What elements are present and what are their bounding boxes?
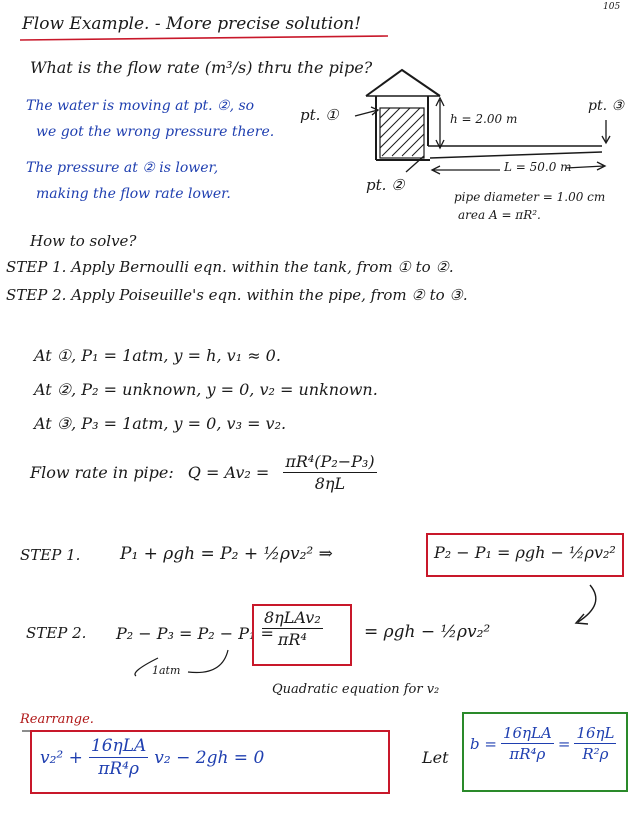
let-b-num2: 16ηL (576, 724, 615, 742)
flow-rate-label: Flow rate in pipe: (30, 463, 174, 482)
let-b-equation (470, 724, 616, 763)
step1-result: P₂ − P₁ = ρgh − ½ρv₂² (434, 543, 616, 562)
let-b-num1: 16ηLA (502, 724, 552, 742)
water-hatch (380, 108, 424, 156)
tank-roof (366, 70, 440, 96)
rearrange-label: Rearrange. (20, 712, 94, 727)
how-to-solve: How to solve? (30, 232, 137, 250)
step1-to-step2-arrow (578, 585, 596, 622)
rearrange-numerator: 16ηLA (90, 736, 147, 756)
poiseuille-denominator: 8ηL (314, 474, 346, 493)
page-title: Flow Example. - More precise solution! (22, 14, 362, 34)
atm-bracket-right (188, 650, 228, 673)
atm-note: 1atm (152, 664, 181, 677)
step-1-label: STEP 1. (6, 258, 67, 276)
step-2-text: Apply Poiseuille's eqn. within the pipe, from ② to ③. (71, 286, 468, 304)
let-b-fraction-2 (574, 724, 616, 763)
rearrange-denominator: πR⁴ρ (98, 759, 139, 779)
note-line-1: The water is moving at pt. ②, so (26, 98, 255, 114)
note-line-2: we got the wrong pressure there. (36, 124, 275, 140)
rearrange-lead: v₂² + (40, 747, 83, 768)
step-2-label: STEP 2. (6, 286, 67, 304)
step2-lhs: P₂ − P₃ = P₂ − P₁ = (116, 624, 274, 643)
step1-equation: P₁ + ρgh = P₂ + ½ρv₂² ⇒ (120, 544, 333, 564)
poiseuille-fraction (283, 452, 376, 493)
let-b-den1: πR⁴ρ (509, 745, 546, 763)
let-b-eq: = (557, 734, 571, 753)
note-line-3: The pressure at ② is lower, (26, 160, 219, 176)
quadratic-note: Quadratic equation for v₂ (272, 682, 440, 697)
pipe-area: area A = πR². (458, 208, 541, 222)
flow-rate-row (30, 452, 377, 493)
step2-fraction (262, 608, 323, 649)
question: What is the flow rate (m³/s) thru the pipe? (30, 58, 373, 77)
step2-denominator: πR⁴ (277, 630, 307, 649)
height-label: h = 2.00 m (450, 112, 518, 126)
pipe-bottom (430, 152, 602, 158)
condition-pt3: At ③, P₃ = 1atm, y = 0, v₃ = v₂. (34, 414, 287, 433)
title-underline (20, 36, 388, 40)
step-1-row (6, 258, 454, 276)
pt2-label: pt. ② (366, 176, 405, 194)
step-1-text: Apply Bernoulli eqn. within the tank, from ① to ②. (71, 258, 454, 276)
rearrange-fraction (89, 736, 148, 779)
pt1-label: pt. ① (300, 106, 339, 124)
let-b-lhs: b = (470, 734, 497, 753)
let-b-fraction-1 (501, 724, 554, 763)
flow-rate-lhs: Q = Av₂ = (187, 463, 270, 482)
page-number: 105 (603, 2, 621, 12)
let-b-den2: R²ρ (582, 745, 609, 763)
step1-label: STEP 1. (20, 546, 81, 564)
step2-label: STEP 2. (26, 624, 87, 642)
step-2-row (6, 286, 468, 304)
note-line-4: making the flow rate lower. (36, 186, 231, 202)
pipe-diameter: pipe diameter = 1.00 cm (454, 190, 606, 204)
step2-rhs: = ρgh − ½ρv₂² (364, 622, 491, 642)
let-label: Let (422, 748, 449, 767)
pt3-label: pt. ③ (588, 98, 625, 114)
poiseuille-numerator: πR⁴(P₂−P₃) (285, 452, 375, 471)
step2-numerator: 8ηLAv₂ (264, 608, 321, 627)
condition-pt2: At ②, P₂ = unknown, y = 0, v₂ = unknown. (34, 380, 378, 399)
rearranged-equation (40, 736, 264, 779)
condition-pt1: At ①, P₁ = 1atm, y = h, v₁ ≈ 0. (34, 346, 281, 365)
rearrange-tail: v₂ − 2gh = 0 (154, 747, 265, 768)
length-label: L = 50.0 m (504, 160, 572, 174)
